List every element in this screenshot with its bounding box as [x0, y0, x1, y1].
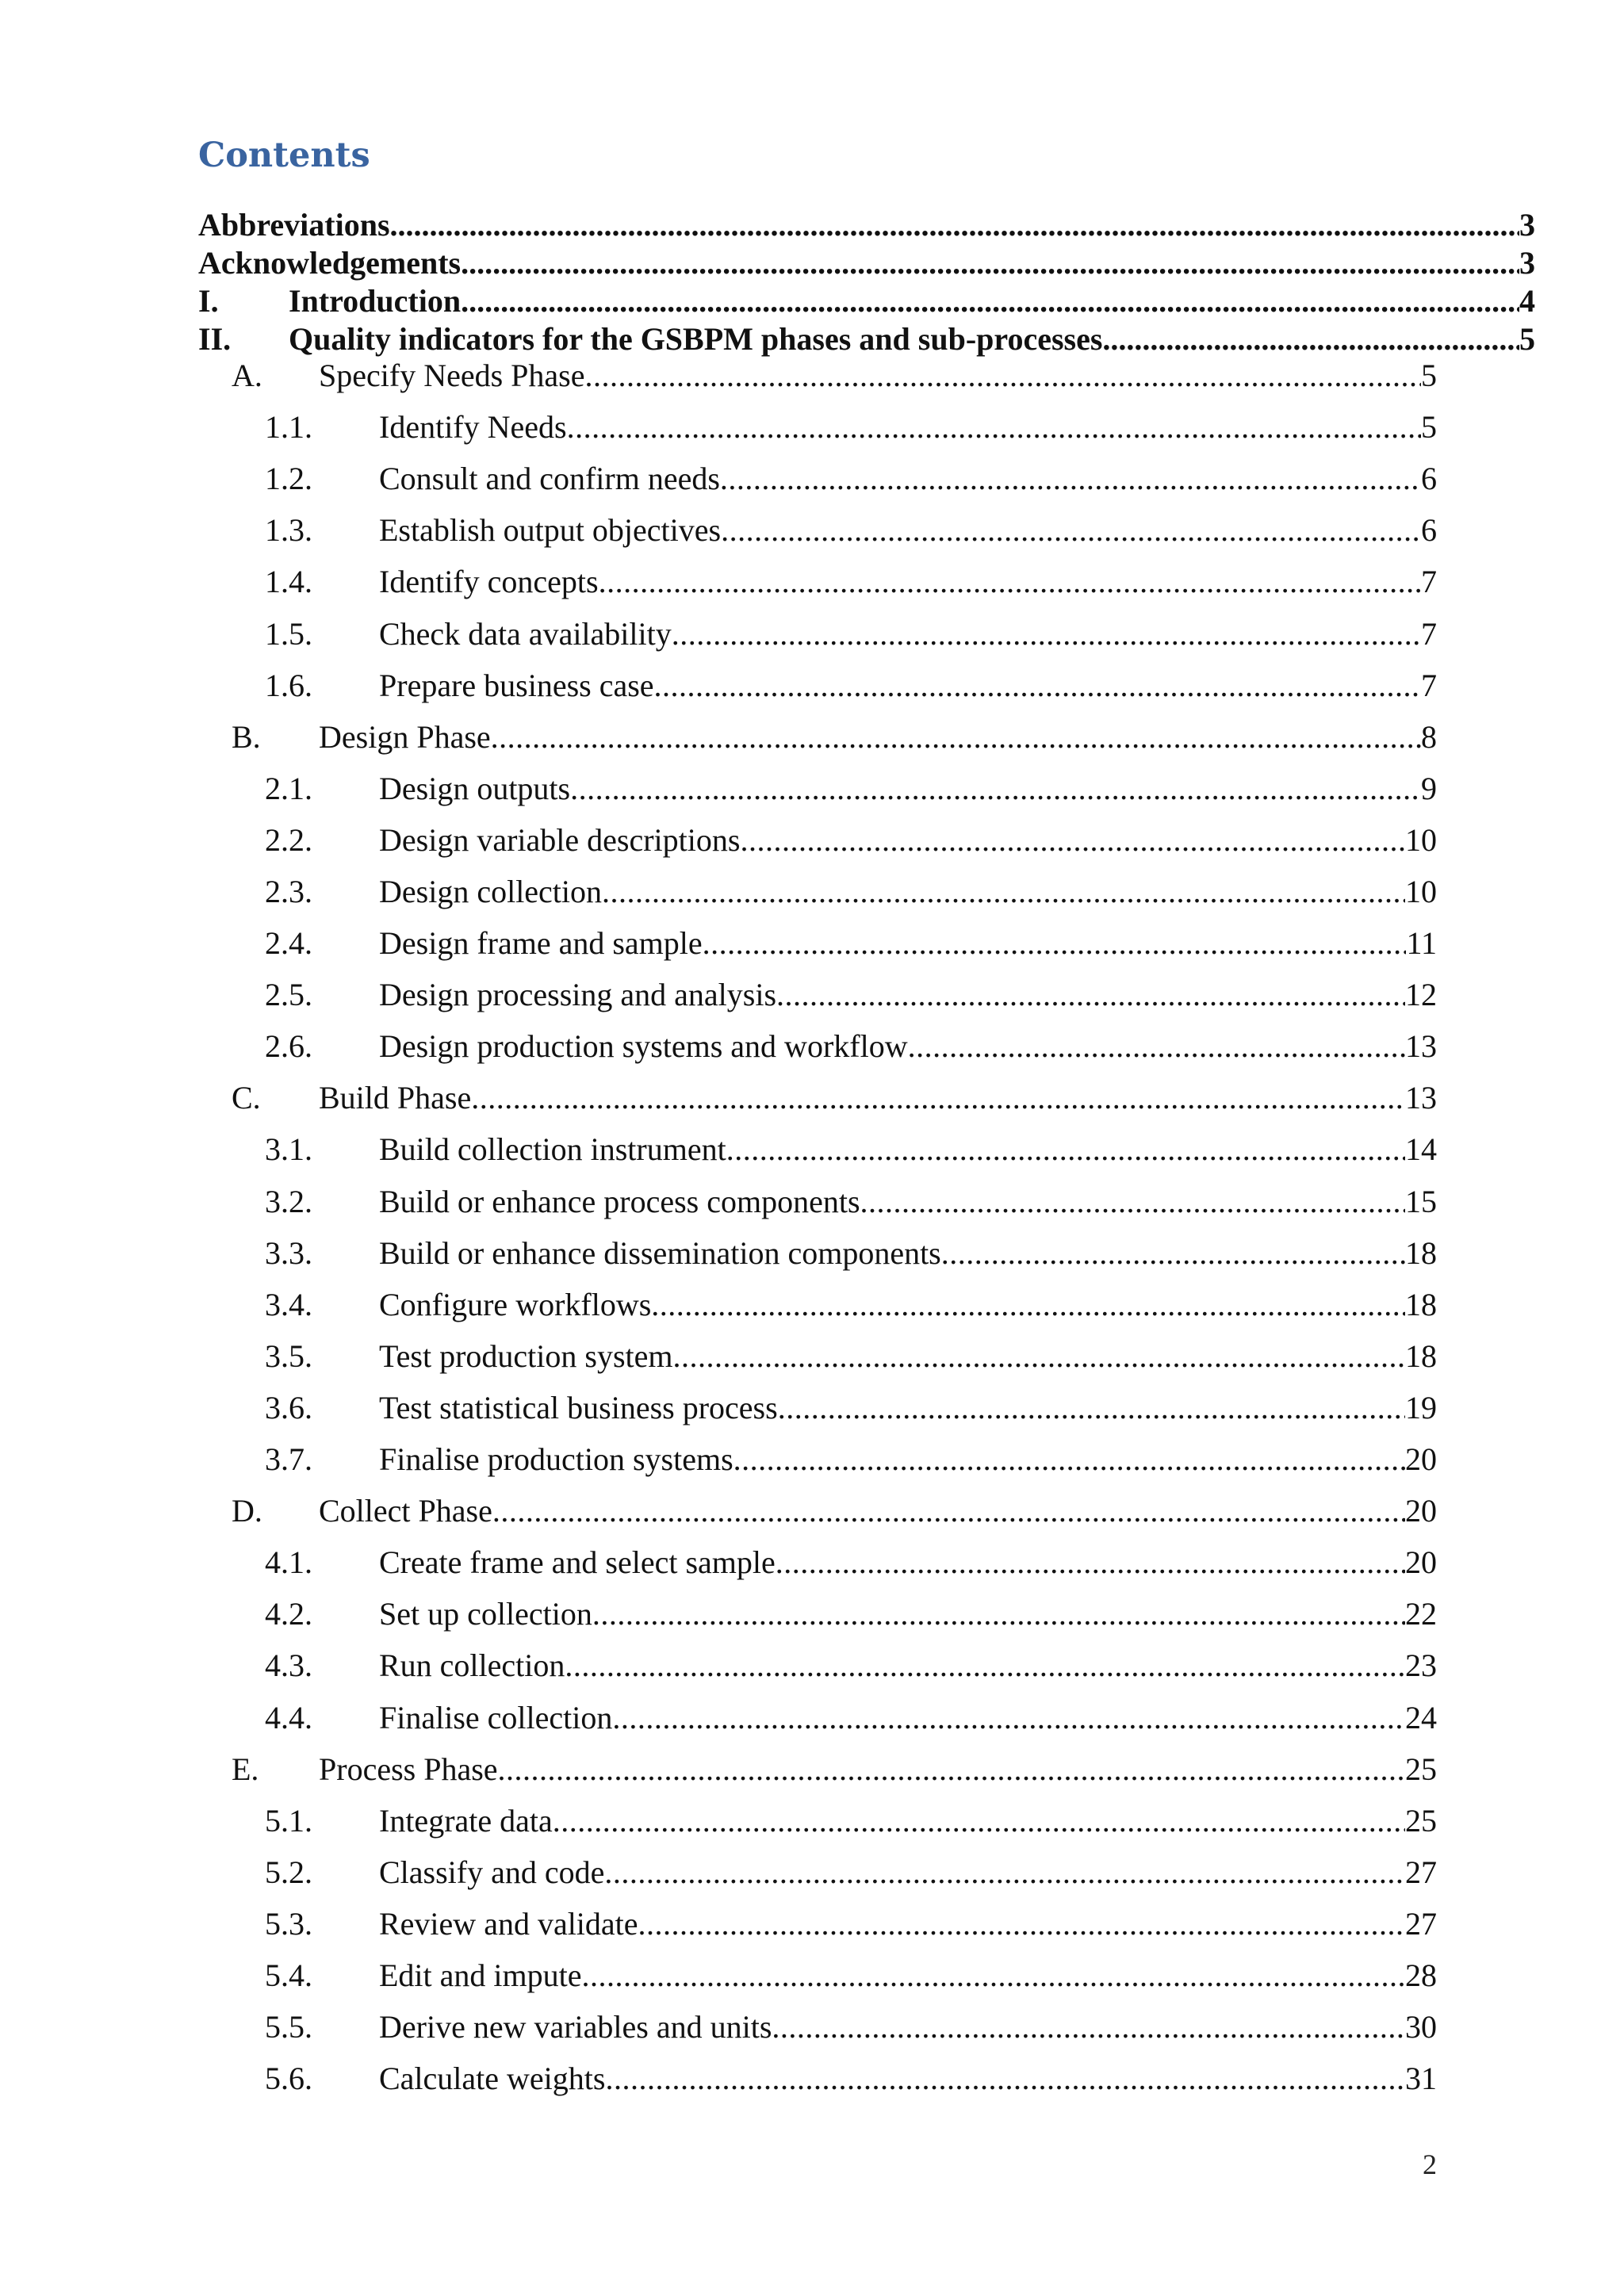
toc-entry-sub-3-7[interactable]	[265, 1437, 1437, 1482]
toc-entry-title: Build or enhance process components	[379, 1184, 860, 1219]
toc-entry-phase-d[interactable]	[232, 1489, 1437, 1533]
toc-dot-leader	[461, 244, 1519, 282]
toc-entry-title: Design processing and analysis	[379, 977, 777, 1012]
toc-entry-title: Prepare business case	[379, 668, 654, 703]
toc-entry-title: Test statistical business process	[379, 1390, 778, 1425]
toc-entry-number: 5.2.	[265, 1854, 312, 1890]
toc-entry-title: Process Phase	[319, 1751, 498, 1787]
toc-dot-leader	[672, 612, 1421, 656]
toc-entry-sub-2-3[interactable]	[265, 870, 1437, 914]
toc-entry-number: A.	[232, 358, 262, 393]
toc-entry-page: 11	[1406, 925, 1437, 961]
toc-entry-page: 8	[1421, 719, 1437, 755]
toc-entry-page: 5	[1421, 358, 1437, 393]
toc-entry-page: 5	[1519, 321, 1535, 357]
toc-entry-page: 7	[1421, 616, 1437, 652]
toc-entry-sub-3-5[interactable]	[265, 1334, 1437, 1379]
toc-entry-title: Establish output objectives	[379, 512, 722, 548]
toc-dot-leader	[602, 870, 1405, 914]
toc-entry-number: 2.1.	[265, 771, 312, 806]
toc-entry-page: 7	[1421, 668, 1437, 703]
toc-entry-page: 4	[1519, 283, 1535, 319]
toc-entry-sub-1-6[interactable]	[265, 664, 1437, 708]
toc-dot-leader	[567, 405, 1421, 450]
toc-entry-number: 3.6.	[265, 1390, 312, 1425]
toc-entry-page: 7	[1421, 564, 1437, 599]
page-number: 2	[1423, 2149, 1437, 2180]
toc-entry-title: Design outputs	[379, 771, 571, 806]
toc-entry-page: 27	[1405, 1906, 1437, 1942]
toc-entry-number: 3.7.	[265, 1441, 312, 1477]
toc-entry-sub-3-3[interactable]	[265, 1231, 1437, 1276]
toc-dot-leader	[941, 1231, 1405, 1276]
toc-entry-number: 3.1.	[265, 1131, 312, 1167]
toc-dot-leader	[570, 767, 1421, 811]
toc-entry-page: 13	[1405, 1080, 1437, 1115]
toc-entry-number: 5.6.	[265, 2061, 312, 2096]
toc-entry-number: 2.6.	[265, 1028, 312, 1064]
toc-entry-title: Abbreviations	[198, 207, 390, 243]
toc-entry-page: 31	[1405, 2061, 1437, 2096]
toc-entry-number: 4.3.	[265, 1647, 312, 1683]
toc-entry-page: 15	[1405, 1184, 1437, 1219]
toc-dot-leader	[565, 1644, 1405, 1688]
toc-entry-page: 20	[1405, 1544, 1437, 1580]
toc-dot-leader	[772, 2005, 1405, 2049]
toc-entry-number: D.	[232, 1493, 262, 1529]
toc-entry-title: Integrate data	[379, 1803, 553, 1839]
toc-entry-number: II.	[198, 321, 232, 357]
toc-entry-sub-1-1[interactable]	[265, 405, 1437, 450]
toc-entry-sub-3-6[interactable]	[265, 1386, 1437, 1430]
toc-dot-leader	[776, 973, 1405, 1017]
toc-entry-page: 12	[1405, 977, 1437, 1012]
toc-entry-top-0[interactable]	[198, 206, 1535, 244]
toc-entry-number: 1.6.	[265, 668, 312, 703]
toc-entry-page: 18	[1405, 1287, 1437, 1322]
toc-entry-number: 3.4.	[265, 1287, 312, 1322]
toc-entry-page: 13	[1405, 1028, 1437, 1064]
toc-entry-sub-1-4[interactable]	[265, 560, 1437, 604]
toc-dot-leader	[651, 1283, 1405, 1327]
toc-entry-page: 3	[1519, 245, 1535, 281]
toc-entry-page: 6	[1421, 461, 1437, 496]
toc-dot-leader	[604, 1850, 1405, 1895]
toc-entry-sub-2-1[interactable]	[265, 767, 1437, 811]
toc-entry-number: 4.2.	[265, 1596, 312, 1632]
toc-entry-number: 1.3.	[265, 512, 312, 548]
toc-dot-leader	[720, 457, 1421, 501]
toc-entry-number: E.	[232, 1751, 259, 1787]
toc-entry-sub-2-6[interactable]	[265, 1024, 1437, 1069]
toc-dot-leader	[599, 560, 1421, 604]
toc-entry-page: 18	[1405, 1338, 1437, 1374]
toc-entry-sub-5-1[interactable]	[265, 1799, 1437, 1843]
toc-entry-page: 20	[1405, 1493, 1437, 1529]
toc-dot-leader	[703, 921, 1407, 966]
toc-entry-sub-4-2[interactable]	[265, 1592, 1437, 1636]
toc-entry-title: Design production systems and workflow	[379, 1028, 908, 1064]
toc-dot-leader	[492, 1489, 1405, 1533]
toc-entry-top-2[interactable]	[198, 282, 1535, 320]
toc-entry-title: Classify and code	[379, 1854, 605, 1890]
toc-entry-page: 18	[1405, 1235, 1437, 1271]
toc-entry-title: Build or enhance dissemination components	[379, 1235, 941, 1271]
contents-heading: Contents	[198, 136, 370, 175]
toc-entry-sub-4-4[interactable]	[265, 1696, 1437, 1740]
toc-entry-sub-2-4[interactable]	[265, 921, 1437, 966]
toc-entry-number: C.	[232, 1080, 261, 1115]
toc-dot-leader	[638, 1902, 1405, 1946]
toc-entry-page: 25	[1405, 1751, 1437, 1787]
toc-entry-title: Quality indicators for the GSBPM phases and sub-processes	[289, 321, 1103, 357]
toc-entry-number: 4.4.	[265, 1700, 312, 1735]
toc-entry-number: 4.1.	[265, 1544, 312, 1580]
toc-entry-title: Run collection	[379, 1647, 565, 1683]
toc-entry-page: 27	[1405, 1854, 1437, 1890]
toc-entry-number: 1.2.	[265, 461, 312, 496]
toc-entry-page: 14	[1405, 1131, 1437, 1167]
toc-entry-page: 22	[1405, 1596, 1437, 1632]
toc-entry-phase-c[interactable]	[232, 1076, 1437, 1120]
toc-dot-leader	[605, 2057, 1405, 2101]
toc-dot-leader	[491, 715, 1421, 760]
toc-entry-page: 30	[1405, 2009, 1437, 2045]
toc-entry-page: 20	[1405, 1441, 1437, 1477]
toc-entry-sub-1-5[interactable]	[265, 612, 1437, 656]
toc-dot-leader	[776, 1540, 1405, 1585]
toc-entry-number: 2.4.	[265, 925, 312, 961]
toc-entry-title: Finalise collection	[379, 1700, 613, 1735]
toc-dot-leader	[584, 354, 1421, 398]
toc-dot-leader	[471, 1076, 1405, 1120]
toc-entry-page: 10	[1405, 874, 1437, 909]
toc-dot-leader	[778, 1386, 1405, 1430]
toc-entry-number: 2.5.	[265, 977, 312, 1012]
toc-entry-phase-e[interactable]	[232, 1747, 1437, 1792]
toc-entry-sub-5-5[interactable]	[265, 2005, 1437, 2049]
toc-entry-top-1[interactable]	[198, 244, 1535, 282]
toc-dot-leader	[1102, 320, 1519, 358]
toc-entry-sub-5-6[interactable]	[265, 2057, 1437, 2101]
toc-entry-number: 5.4.	[265, 1957, 312, 1993]
toc-dot-leader	[654, 664, 1421, 708]
toc-entry-title: Derive new variables and units	[379, 2009, 772, 2045]
toc-entry-title: Introduction	[289, 283, 462, 319]
toc-entry-phase-b[interactable]	[232, 715, 1437, 760]
toc-entry-title: Collect Phase	[319, 1493, 492, 1529]
toc-dot-leader	[721, 508, 1421, 553]
toc-entry-page: 19	[1405, 1390, 1437, 1425]
toc-dot-leader	[461, 282, 1519, 320]
toc-dot-leader	[726, 1127, 1405, 1172]
toc-entry-title: Check data availability	[379, 616, 672, 652]
toc-entry-title: Design variable descriptions	[379, 822, 741, 858]
toc-entry-title: Calculate weights	[379, 2061, 606, 2096]
toc-entry-sub-3-1[interactable]	[265, 1127, 1437, 1172]
toc-entry-title: Finalise production systems	[379, 1441, 733, 1477]
toc-entry-page: 23	[1405, 1647, 1437, 1683]
toc-dot-leader	[733, 1437, 1405, 1482]
toc-entry-title: Test production system	[379, 1338, 673, 1374]
toc-dot-leader	[592, 1592, 1405, 1636]
toc-entry-sub-3-2[interactable]	[265, 1180, 1437, 1224]
toc-entry-number: 2.2.	[265, 822, 312, 858]
toc-entry-number: 5.1.	[265, 1803, 312, 1839]
toc-dot-leader	[740, 818, 1405, 863]
toc-entry-number: 5.3.	[265, 1906, 312, 1942]
toc-entry-page: 5	[1421, 409, 1437, 445]
toc-dot-leader	[582, 1954, 1405, 1998]
toc-entry-phase-a[interactable]	[232, 354, 1437, 398]
toc-entry-sub-1-2[interactable]	[265, 457, 1437, 501]
toc-dot-leader	[908, 1024, 1405, 1069]
toc-entry-sub-1-3[interactable]	[265, 508, 1437, 553]
toc-entry-sub-5-3[interactable]	[265, 1902, 1437, 1946]
toc-entry-number: 3.2.	[265, 1184, 312, 1219]
toc-entry-page: 25	[1405, 1803, 1437, 1839]
toc-entry-title: Acknowledgements	[198, 245, 462, 281]
toc-entry-top-3[interactable]	[198, 320, 1535, 358]
toc-entry-sub-3-4[interactable]	[265, 1283, 1437, 1327]
toc-entry-page: 6	[1421, 512, 1437, 548]
toc-entry-number: 1.4.	[265, 564, 312, 599]
toc-entry-title: Set up collection	[379, 1596, 592, 1632]
toc-entry-title: Review and validate	[379, 1906, 638, 1942]
toc-entry-sub-4-1[interactable]	[265, 1540, 1437, 1585]
toc-entry-sub-5-2[interactable]	[265, 1850, 1437, 1895]
toc-entry-number: 3.3.	[265, 1235, 312, 1271]
toc-entry-title: Specify Needs Phase	[319, 358, 585, 393]
toc-entry-title: Consult and confirm needs	[379, 461, 720, 496]
toc-entry-sub-5-4[interactable]	[265, 1954, 1437, 1998]
toc-entry-title: Identify Needs	[379, 409, 567, 445]
toc-dot-leader	[553, 1799, 1405, 1843]
toc-entry-number: 5.5.	[265, 2009, 312, 2045]
toc-entry-title: Create frame and select sample	[379, 1544, 776, 1580]
toc-entry-title: Build Phase	[319, 1080, 472, 1115]
toc-dot-leader	[860, 1180, 1405, 1224]
toc-entry-title: Identify concepts	[379, 564, 599, 599]
toc-entry-title: Design collection	[379, 874, 603, 909]
toc-entry-page: 3	[1519, 207, 1535, 243]
toc-entry-title: Build collection instrument	[379, 1131, 726, 1167]
toc-entry-title: Edit and impute	[379, 1957, 582, 1993]
toc-entry-number: 3.5.	[265, 1338, 312, 1374]
toc-entry-page: 28	[1405, 1957, 1437, 1993]
toc-dot-leader	[612, 1696, 1405, 1740]
toc-entry-sub-4-3[interactable]	[265, 1644, 1437, 1688]
toc-entry-number: B.	[232, 719, 261, 755]
toc-dot-leader	[673, 1334, 1406, 1379]
toc-dot-leader	[498, 1747, 1405, 1792]
toc-entry-title: Design frame and sample	[379, 925, 703, 961]
toc-entry-number: 1.5.	[265, 616, 312, 652]
toc-entry-title: Configure workflows	[379, 1287, 652, 1322]
toc-entry-title: Design Phase	[319, 719, 491, 755]
toc-entry-number: 1.1.	[265, 409, 312, 445]
toc-entry-page: 9	[1421, 771, 1437, 806]
toc-entry-page: 24	[1405, 1700, 1437, 1735]
toc-entry-sub-2-5[interactable]	[265, 973, 1437, 1017]
toc-entry-number: 2.3.	[265, 874, 312, 909]
toc-entry-page: 10	[1405, 822, 1437, 858]
toc-entry-number: I.	[198, 283, 219, 319]
toc-entry-sub-2-2[interactable]	[265, 818, 1437, 863]
toc-dot-leader	[390, 206, 1519, 244]
